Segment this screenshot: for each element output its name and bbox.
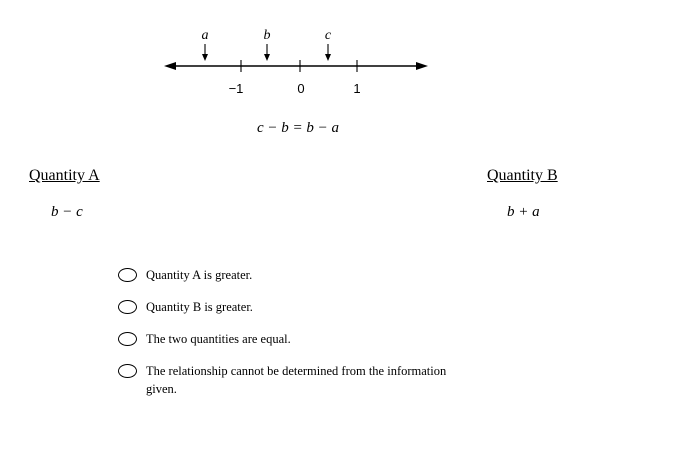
choice-label: Quantity A is greater. (146, 268, 253, 282)
point-label-b: b (263, 28, 271, 43)
choice-equal[interactable] (118, 330, 478, 348)
choice-label: Quantity B is greater. (146, 300, 253, 314)
point-label-c: c (324, 28, 332, 43)
arrow-b-head (264, 54, 270, 61)
radio-button[interactable] (118, 268, 137, 282)
radio-button[interactable] (118, 364, 137, 378)
tick-label-one: 1 (353, 81, 361, 96)
choice-a-greater[interactable] (118, 266, 478, 284)
right-arrowhead (416, 62, 428, 70)
tick-label-zero: 0 (297, 81, 305, 96)
choice-b-greater[interactable] (118, 298, 478, 316)
number-line (0, 0, 676, 110)
radio-button[interactable] (118, 332, 137, 346)
arrow-a-head (202, 54, 208, 61)
quantity-b-label: Quantity B (487, 167, 558, 184)
choice-label: The two quantities are equal. (146, 332, 291, 346)
given-equation: c − b = b − a (256, 120, 340, 136)
left-arrowhead (164, 62, 176, 70)
tick-label-minus-one: −1 (228, 81, 244, 96)
answer-choices (118, 266, 478, 412)
choice-cannot-determine[interactable] (118, 362, 478, 398)
quantity-a-expression: b − c (51, 204, 83, 220)
point-label-a: a (201, 28, 209, 43)
radio-button[interactable] (118, 300, 137, 314)
arrow-c-head (325, 54, 331, 61)
quantity-b-expression: b + a (507, 204, 540, 220)
choice-label: The relationship cannot be determined from the information given. (146, 364, 447, 396)
quantity-a-label: Quantity A (29, 167, 100, 184)
